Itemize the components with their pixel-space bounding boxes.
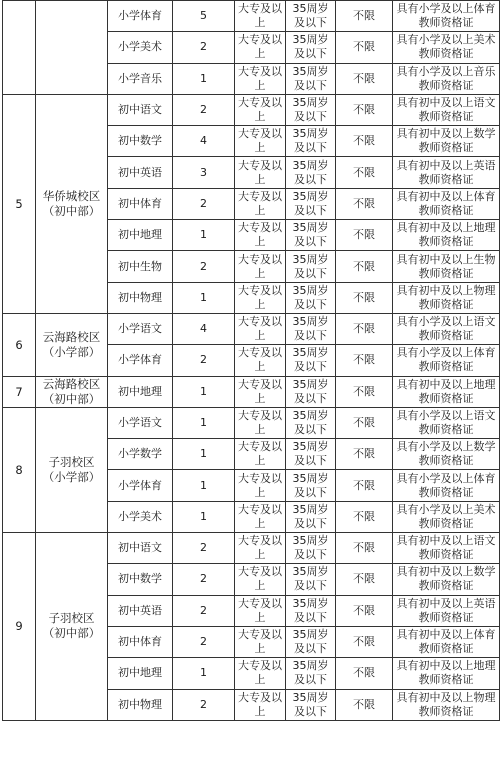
other-requirement-cell: 不限	[336, 63, 393, 94]
age-cell: 35周岁及以下	[286, 313, 336, 344]
recruitment-table	[2, 0, 500, 721]
certificate-cell: 具有初中及以上物理教师资格证	[393, 282, 500, 313]
table-row	[3, 533, 500, 564]
certificate-cell: 具有小学及以上音乐教师资格证	[393, 63, 500, 94]
education-cell: 大专及以上	[235, 501, 286, 532]
other-requirement-cell: 不限	[336, 32, 393, 63]
school-campus-cell: 子羽校区（小学部）	[36, 407, 108, 532]
age-cell: 35周岁及以下	[286, 251, 336, 282]
subject-cell: 初中语文	[108, 533, 173, 564]
subject-cell: 初中生物	[108, 251, 173, 282]
certificate-cell: 具有小学及以上体育教师资格证	[393, 1, 500, 32]
other-requirement-cell: 不限	[336, 94, 393, 125]
certificate-cell: 具有初中及以上数学教师资格证	[393, 126, 500, 157]
age-cell: 35周岁及以下	[286, 63, 336, 94]
education-cell: 大专及以上	[235, 94, 286, 125]
school-campus-cell: 云海路校区（初中部）	[36, 376, 108, 407]
other-requirement-cell: 不限	[336, 282, 393, 313]
subject-cell: 小学数学	[108, 439, 173, 470]
subject-cell: 初中数学	[108, 126, 173, 157]
table-row	[3, 1, 500, 32]
certificate-cell: 具有小学及以上语文教师资格证	[393, 407, 500, 438]
subject-cell: 初中体育	[108, 626, 173, 657]
count-cell: 1	[173, 501, 235, 532]
subject-cell: 初中物理	[108, 282, 173, 313]
subject-cell: 小学体育	[108, 345, 173, 376]
other-requirement-cell: 不限	[336, 1, 393, 32]
count-cell: 2	[173, 689, 235, 720]
certificate-cell: 具有初中及以上语文教师资格证	[393, 533, 500, 564]
subject-cell: 初中数学	[108, 564, 173, 595]
certificate-cell: 具有初中及以上物理教师资格证	[393, 689, 500, 720]
age-cell: 35周岁及以下	[286, 376, 336, 407]
other-requirement-cell: 不限	[336, 220, 393, 251]
education-cell: 大专及以上	[235, 407, 286, 438]
age-cell: 35周岁及以下	[286, 188, 336, 219]
count-cell: 2	[173, 32, 235, 63]
education-cell: 大专及以上	[235, 376, 286, 407]
count-cell: 1	[173, 220, 235, 251]
other-requirement-cell: 不限	[336, 595, 393, 626]
count-cell: 2	[173, 626, 235, 657]
count-cell: 1	[173, 407, 235, 438]
subject-cell: 初中地理	[108, 658, 173, 689]
other-requirement-cell: 不限	[336, 251, 393, 282]
subject-cell: 初中体育	[108, 188, 173, 219]
other-requirement-cell: 不限	[336, 533, 393, 564]
certificate-cell: 具有小学及以上数学教师资格证	[393, 439, 500, 470]
subject-cell: 初中物理	[108, 689, 173, 720]
table-row	[3, 376, 500, 407]
certificate-cell: 具有小学及以上美术教师资格证	[393, 501, 500, 532]
table-row	[3, 313, 500, 344]
count-cell: 2	[173, 251, 235, 282]
other-requirement-cell: 不限	[336, 407, 393, 438]
certificate-cell: 具有初中及以上语文教师资格证	[393, 94, 500, 125]
education-cell: 大专及以上	[235, 32, 286, 63]
other-requirement-cell: 不限	[336, 313, 393, 344]
age-cell: 35周岁及以下	[286, 626, 336, 657]
school-campus-cell: 华侨城校区（初中部）	[36, 94, 108, 313]
age-cell: 35周岁及以下	[286, 689, 336, 720]
age-cell: 35周岁及以下	[286, 1, 336, 32]
age-cell: 35周岁及以下	[286, 501, 336, 532]
certificate-cell: 具有小学及以上体育教师资格证	[393, 470, 500, 501]
education-cell: 大专及以上	[235, 345, 286, 376]
age-cell: 35周岁及以下	[286, 658, 336, 689]
certificate-cell: 具有小学及以上语文教师资格证	[393, 313, 500, 344]
age-cell: 35周岁及以下	[286, 220, 336, 251]
education-cell: 大专及以上	[235, 1, 286, 32]
count-cell: 1	[173, 63, 235, 94]
subject-cell: 小学音乐	[108, 63, 173, 94]
other-requirement-cell: 不限	[336, 439, 393, 470]
subject-cell: 小学美术	[108, 501, 173, 532]
count-cell: 2	[173, 564, 235, 595]
count-cell: 1	[173, 282, 235, 313]
education-cell: 大专及以上	[235, 595, 286, 626]
age-cell: 35周岁及以下	[286, 564, 336, 595]
education-cell: 大专及以上	[235, 313, 286, 344]
other-requirement-cell: 不限	[336, 470, 393, 501]
other-requirement-cell: 不限	[336, 501, 393, 532]
other-requirement-cell: 不限	[336, 689, 393, 720]
other-requirement-cell: 不限	[336, 376, 393, 407]
count-cell: 1	[173, 658, 235, 689]
age-cell: 35周岁及以下	[286, 533, 336, 564]
serial-number-cell: 8	[3, 407, 36, 532]
education-cell: 大专及以上	[235, 63, 286, 94]
subject-cell: 初中语文	[108, 94, 173, 125]
serial-number-cell: 5	[3, 94, 36, 313]
education-cell: 大专及以上	[235, 626, 286, 657]
certificate-cell: 具有初中及以上英语教师资格证	[393, 595, 500, 626]
subject-cell: 初中英语	[108, 157, 173, 188]
certificate-cell: 具有小学及以上美术教师资格证	[393, 32, 500, 63]
age-cell: 35周岁及以下	[286, 94, 336, 125]
subject-cell: 初中英语	[108, 595, 173, 626]
other-requirement-cell: 不限	[336, 626, 393, 657]
age-cell: 35周岁及以下	[286, 439, 336, 470]
count-cell: 1	[173, 439, 235, 470]
certificate-cell: 具有初中及以上英语教师资格证	[393, 157, 500, 188]
education-cell: 大专及以上	[235, 220, 286, 251]
other-requirement-cell: 不限	[336, 126, 393, 157]
subject-cell: 初中地理	[108, 376, 173, 407]
subject-cell: 小学语文	[108, 407, 173, 438]
education-cell: 大专及以上	[235, 564, 286, 595]
school-campus-cell: 子羽校区（初中部）	[36, 533, 108, 721]
education-cell: 大专及以上	[235, 689, 286, 720]
certificate-cell: 具有初中及以上地理教师资格证	[393, 220, 500, 251]
education-cell: 大专及以上	[235, 658, 286, 689]
other-requirement-cell: 不限	[336, 157, 393, 188]
subject-cell: 初中地理	[108, 220, 173, 251]
serial-number-cell: 6	[3, 313, 36, 376]
table-row	[3, 94, 500, 125]
count-cell: 5	[173, 1, 235, 32]
certificate-cell: 具有小学及以上体育教师资格证	[393, 345, 500, 376]
education-cell: 大专及以上	[235, 470, 286, 501]
education-cell: 大专及以上	[235, 188, 286, 219]
other-requirement-cell: 不限	[336, 188, 393, 219]
serial-number-cell: 7	[3, 376, 36, 407]
education-cell: 大专及以上	[235, 439, 286, 470]
age-cell: 35周岁及以下	[286, 157, 336, 188]
serial-number-cell	[3, 1, 36, 95]
age-cell: 35周岁及以下	[286, 407, 336, 438]
subject-cell: 小学语文	[108, 313, 173, 344]
certificate-cell: 具有初中及以上体育教师资格证	[393, 626, 500, 657]
count-cell: 2	[173, 345, 235, 376]
certificate-cell: 具有初中及以上数学教师资格证	[393, 564, 500, 595]
age-cell: 35周岁及以下	[286, 345, 336, 376]
subject-cell: 小学美术	[108, 32, 173, 63]
count-cell: 2	[173, 94, 235, 125]
school-campus-cell: 云海路校区（小学部）	[36, 313, 108, 376]
education-cell: 大专及以上	[235, 126, 286, 157]
school-campus-cell	[36, 1, 108, 95]
certificate-cell: 具有初中及以上体育教师资格证	[393, 188, 500, 219]
count-cell: 1	[173, 376, 235, 407]
table-body	[3, 1, 500, 721]
serial-number-cell: 9	[3, 533, 36, 721]
other-requirement-cell: 不限	[336, 658, 393, 689]
education-cell: 大专及以上	[235, 251, 286, 282]
certificate-cell: 具有初中及以上地理教师资格证	[393, 658, 500, 689]
education-cell: 大专及以上	[235, 533, 286, 564]
other-requirement-cell: 不限	[336, 345, 393, 376]
age-cell: 35周岁及以下	[286, 32, 336, 63]
other-requirement-cell: 不限	[336, 564, 393, 595]
count-cell: 3	[173, 157, 235, 188]
count-cell: 2	[173, 533, 235, 564]
certificate-cell: 具有初中及以上地理教师资格证	[393, 376, 500, 407]
subject-cell: 小学体育	[108, 470, 173, 501]
count-cell: 4	[173, 313, 235, 344]
age-cell: 35周岁及以下	[286, 470, 336, 501]
education-cell: 大专及以上	[235, 157, 286, 188]
count-cell: 1	[173, 470, 235, 501]
table-row	[3, 407, 500, 438]
subject-cell: 小学体育	[108, 1, 173, 32]
count-cell: 2	[173, 188, 235, 219]
certificate-cell: 具有初中及以上生物教师资格证	[393, 251, 500, 282]
education-cell: 大专及以上	[235, 282, 286, 313]
age-cell: 35周岁及以下	[286, 595, 336, 626]
count-cell: 4	[173, 126, 235, 157]
count-cell: 2	[173, 595, 235, 626]
age-cell: 35周岁及以下	[286, 282, 336, 313]
age-cell: 35周岁及以下	[286, 126, 336, 157]
